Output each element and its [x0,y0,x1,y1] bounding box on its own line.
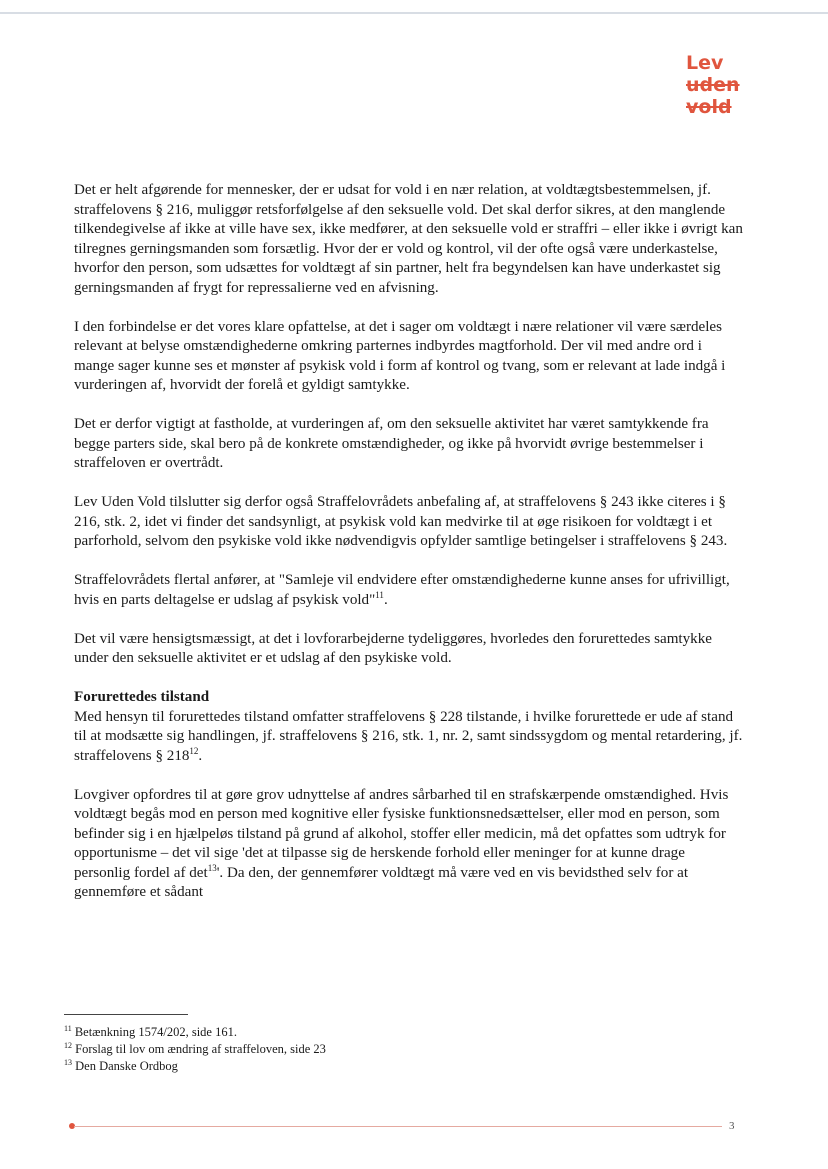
footer-line [74,1126,722,1127]
paragraph-3: Det er derfor vigtigt at fastholde, at vurderingen af, om den seksuelle aktivitet har været samtykkende fra begge parters side, skal bero på de konkrete omstændigheder, og ikke på hvorvidt øvrige bestemmelser i straffeloven er overtrådt. [74,416,709,471]
paragraph-7: Med hensyn til forurettedes tilstand omfatter straffelovens § 228 tilstande, i hvilke forurettede er ude af stand til at modsætte sig handlingen, jf. straffelovens § 216, stk. 1, nr. 2, samt sindssygdom og mental retardering, jf. straffelovens § $218^{12}$. [74,708,743,764]
paragraph-1: Det er helt afgørende for mennesker, der er udsat for vold i en nær relation, at voldtægtsbestemmelsen, jf. straffelovens § 216, muliggør retsforfølgelse af den seksuelle vold. Det skal derfor sikres, at den manglende tilkendegivelse af ikke at ville have sex, ikke medfører, at den seksuelle vold er straffri – eller ikke i øvrigt kan tilregnes gerningsmanden som forsætlig. Hvor der er vold og kontrol, vil der ofte også være underkastelse, hvorfor den person, som udsættes for voldtægt af sin partner, helt fra begyndelsen kan have underkastet sig gerningsmanden af frygt for repressalierne ved en afvisning. [74,182,743,296]
footnote-12: $^{12}$ Forslag til lov om ændring af straffeloven, side 23 [64,1040,326,1056]
footnote-13: $^{13}$ Den Danske Ordbog [64,1057,178,1073]
footnote-11: $^{11}$ Betænkning 1574/202, side 161. [64,1023,237,1039]
footnote-ref-11: 11 [375,589,384,600]
top-border [0,12,828,14]
paragraph-4: Lev Uden Vold tilslutter sig derfor også Straffelovrådets anbefaling af, at straffelovens § 243 ikke citeres i § 216, stk. 2, idet vi finder det sandsynligt, at psykisk vold kan medvirke til at øge risikoen for voldtægt i et parforhold, selvom den psykiske vold ikke nødvendigvis opfylder samtlige betingelser i straffelovens § 243. [74,494,728,549]
footnotes [64,1024,326,1075]
section-heading: Forurettedes tilstand [74,689,210,705]
paragraph-2: I den forbindelse er det vores klare opfattelse, at det i sager om voldtægt i nære relationer vil være særdeles relevant at belyse omstændighederne omkring parternes indbyrdes magtforhold. Der vil med andre ord i mange sager kunne ses et mønster af psykisk vold i form af kontrol og tvang, som er relevant at lade indgå i vurderingen af, hvorvidt der forelå et gyldigt samtykke. [74,318,726,393]
footnote-divider [64,1014,188,1015]
logo-line-2: uden [686,74,740,96]
footnote-ref-12: 12 [189,745,199,756]
document-body [74,181,744,922]
lev-uden-vold-logo [686,52,740,118]
page-number: 3 [729,1120,735,1132]
paragraph-5: Straffelovrådets flertal anfører, at "Samleje vil endvidere efter omstændighederne kunne anses for ufrivilligt, hvis en parts deltagelse er udslag af psykisk vold"$^{11}$. [74,572,730,608]
logo-line-1: Lev [686,52,724,74]
paragraph-6: Det vil være hensigtsmæssigt, at det i lovforarbejderne tydeliggøres, hvorledes den forurettedes samtykke under den seksuelle aktivitet er et udslag af den psykiske vold. [74,630,712,666]
paragraph-8: Lovgiver opfordres til at gøre grov udnyttelse af andres sårbarhed til en strafskærpende omstændighed. Hvis voldtægt begås mod en person med kognitive eller fysiske funktionsnedsættelser, eller mod en person, som befinder sig i en hjælpeløs tilstand på grund af alkohol, stoffer eller medicin, må det opfattes som udtryk for opportunisme – det vil sige 'det at tilpasse sig de herskende forhold eller meninger for at kunne drage personlig fordel af $\det^{13}'$. Da den, der gennemfører voldtægt må være ved en vis bevidsthed selv for at gennemføre et sådant [74,786,729,900]
footnote-ref-13: 13 [207,862,217,873]
logo-line-3: vold [686,96,732,118]
